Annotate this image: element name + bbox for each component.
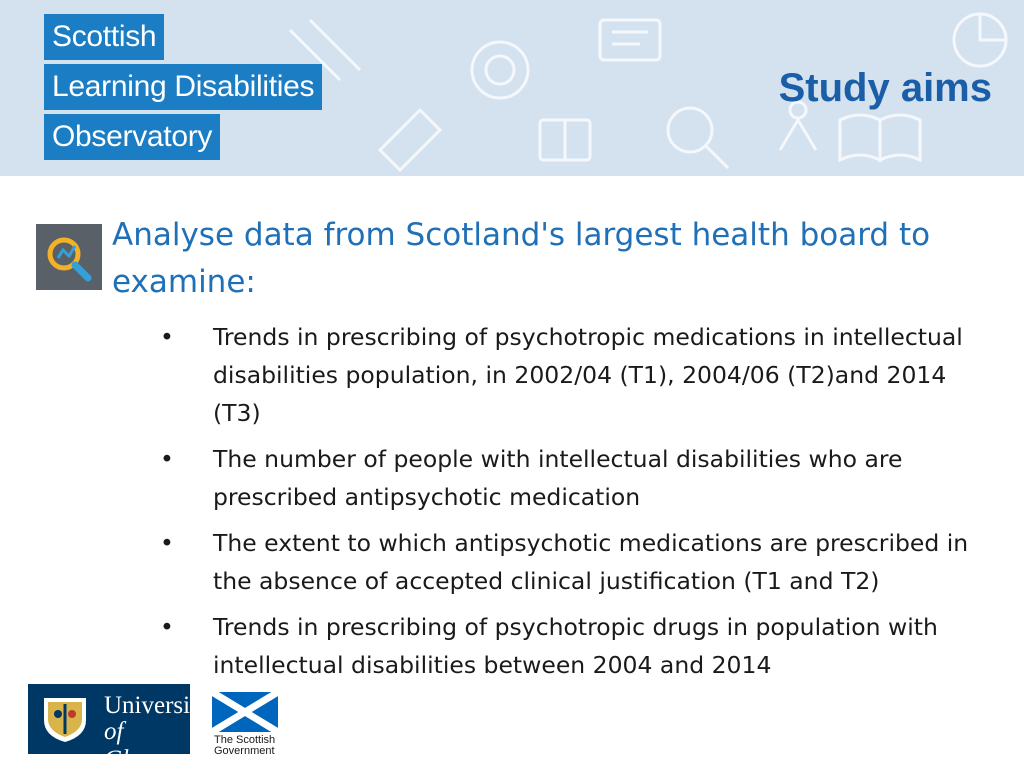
page-title: Study aims [778,66,992,110]
person-icon [780,120,816,150]
search-magnifier-icon [36,224,102,290]
bullet-icon: • [160,613,174,641]
logo-line-1: Scottish [44,14,164,60]
circle-icon [472,42,528,98]
government-name-line-1: The Scottish [214,734,276,746]
list-item [160,608,1000,684]
list-item [160,318,1000,432]
logo-line-3: Observatory [44,114,220,160]
crest-icon [38,694,92,744]
list-item [160,440,1000,516]
header-banner [0,0,1024,176]
university-name-line-2: of Glasgow [104,718,193,773]
book-icon [840,115,880,160]
magnifier-icon [668,108,712,152]
university-of-glasgow-logo [28,684,210,773]
saltire-flag-icon [212,692,282,732]
pencil-icon [380,110,440,170]
list-item-text: Trends in prescribing of psychotropic medications in intellectual disabilities population, in 2002/04 (T1), 2004/06 (T2)and 2014 (T3) [213,323,963,427]
bullet-icon: • [160,445,174,473]
list-item-text: The number of people with intellectual disabilities who are prescribed antipsychotic medication [213,445,903,511]
document-icon [600,20,660,60]
bullet-icon: • [160,529,174,557]
list-item-text: Trends in prescribing of psychotropic drugs in population with intellectual disabilities between 2004 and 2014 [213,613,938,679]
government-name-line-2: Government [214,745,275,757]
logo-line-2: Learning Disabilities [44,64,322,110]
list-item [160,524,1000,600]
bullet-icon: • [160,323,174,351]
aims-list [160,318,1000,692]
lead-text: Analyse data from Scotland's largest health board to examine: [112,217,931,300]
university-name-line-1: University [104,692,210,719]
list-item-text: The extent to which antipsychotic medications are prescribed in the absence of accepted clinical justification (T1 and T2) [213,529,969,595]
